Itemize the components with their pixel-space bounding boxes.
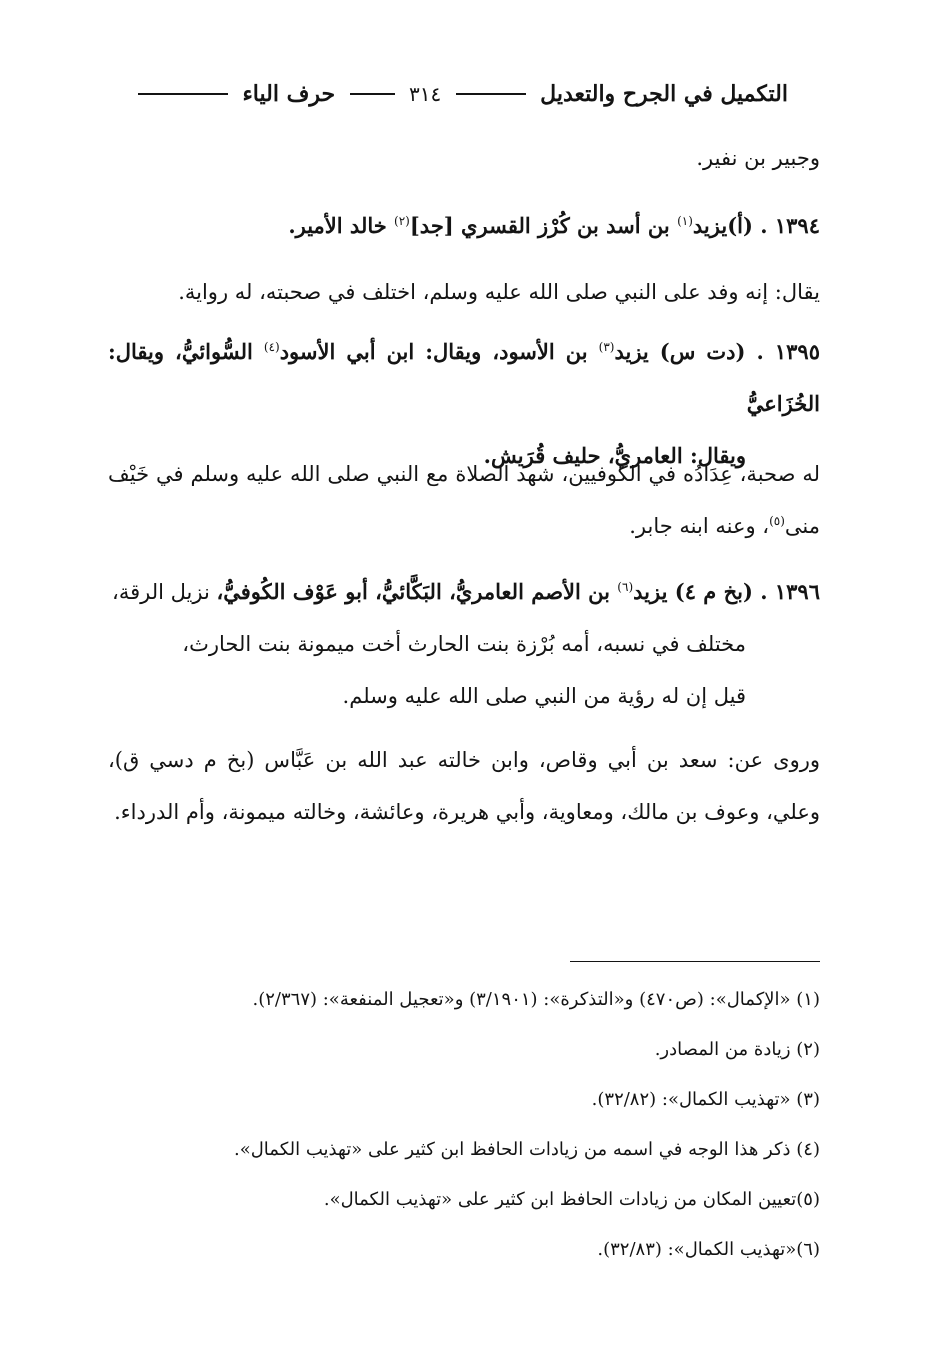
header-dash <box>456 93 526 95</box>
footnote-2: (٢) زيادة من المصادر. <box>654 1039 820 1060</box>
entry-number: ١٣٩٤ <box>774 213 820 238</box>
entry-lineage: بن أسد بن كُرْز القسري <box>453 213 678 238</box>
header-dash <box>350 93 395 95</box>
footnote-1: (١) «الإكمال»: (ص٤٧٠) و«التذكرة»: (٣/١٩٠١) و«تعجيل المنفعة»: (٢/٣٦٧). <box>252 989 820 1010</box>
entry-lineage-note: قيل إن له رؤية من النبي صلى الله عليه وسلم. <box>342 684 746 708</box>
entry-symbol: (بخ م ٤) <box>674 579 753 604</box>
entry-1394-heading: ١٣٩٤ . (أ)يزيد$^{(١)}$ بن أسد بن كُرْز القسري [جد]$^{(٢)}$ خالد الأمير. <box>288 213 820 238</box>
entry-lineage: بن الأسود، ويقال: ابن أبي الأسود <box>279 339 599 364</box>
footnote-marker: (٦) <box>617 580 634 594</box>
footnote-3: (٣) «تهذيب الكمال»: (٣٢/٨٢). <box>591 1089 820 1110</box>
entry-body-line: في خَيْف منى <box>108 462 820 538</box>
entry-body-line: له صحبة، عِدَادُه في الكوفيين، شهد الصلاة مع النبي صلى الله عليه وسلم <box>190 462 820 486</box>
entry-name: يزيد <box>614 339 660 364</box>
entry-lineage-note: مختلف في نسبه، أمه بُرْزة بنت الحارث أخت ميمونة بنت الحارث، <box>182 632 746 656</box>
entry-1396-body: وروى عن: سعد بن أبي وقاص، وابن خالته عبد الله بن عَبَّاس (بخ م دسي ق)، وعلي، وعوف بن مالك، ومعاوية، وأبي هريرة، وعائشة، وخالته ميمونة، وأم الدرداء. <box>108 748 820 824</box>
entry-1394-body: يقال: إنه وفد على النبي صلى الله عليه وسلم، اختلف في صحبته، له رواية. <box>178 280 820 304</box>
footnote-5: (٥)تعيين المكان من زيادات الحافظ ابن كثير على «تهذيب الكمال». <box>323 1189 820 1210</box>
entry-lineage: بن الأصم العامريُّ، البَكَّائيُّ، أبو عَوْف الكُوفيُّ، <box>216 579 618 604</box>
section-title: حرف الياء <box>242 81 336 107</box>
entry-number: ١٣٩٦ <box>774 579 820 604</box>
entry-nisba-cont: ويقال: العامريُّ، حليف قُرَيش. <box>483 443 746 468</box>
footnote-marker: (٢) <box>394 214 410 228</box>
entry-residence: نزيل الرقة، <box>112 580 217 604</box>
footnote-separator <box>570 961 820 962</box>
entry-body-line: ، وعنه ابنه جابر. <box>629 514 770 538</box>
entry-name: يزيد <box>633 579 675 604</box>
running-header <box>138 74 788 114</box>
footnote-6: (٦)«تهذيب الكمال»: (٣٢/٨٣). <box>597 1239 820 1260</box>
header-dash <box>138 93 228 95</box>
page-number: ٣١٤ <box>409 82 442 106</box>
entry-bracket: [جد] <box>409 213 454 238</box>
footnote-4: (٤) ذكر هذا الوجه في اسمه من زيادات الحافظ ابن كثير على «تهذيب الكمال». <box>233 1139 820 1160</box>
entry-symbol: (دت س) <box>659 339 746 364</box>
entry-name: يزيد <box>692 213 728 238</box>
footnote-marker: (١) <box>677 214 693 228</box>
book-title: التكميل في الجرح والتعديل <box>540 81 788 107</box>
entry-relation: خالد الأمير. <box>288 213 395 238</box>
entry-nisba: السُّوائيُّ، ويقال: الخُزَاعيُّ <box>108 339 820 416</box>
footnotes <box>108 975 820 1275</box>
entry-number: ١٣٩٥ <box>774 339 820 364</box>
footnote-marker: (٤) <box>263 340 280 354</box>
footnote-marker: (٥) <box>769 514 785 528</box>
footnote-marker: (٣) <box>598 340 615 354</box>
entry-1396-heading: ١٣٩٦ . (بخ م ٤) يزيد$^{(٦)}$ بن الأصم العامريُّ، البَكَّائيُّ، أبو عَوْف الكُوفيُّ، نزيل الرقة، مختلف في نسبه، أمه بُرْزة بنت الحارث أخت ميمونة بنت الحارث، قيل إن له رؤية من النبي صلى الله عليه وسلم. <box>108 566 820 722</box>
intro-line: وجبير بن نفير. <box>696 146 820 170</box>
entry-1395-body <box>108 448 820 552</box>
entry-1395-heading: ١٣٩٥ . (دت س) يزيد$^{(٣)}$ بن الأسود، ويقال: ابن أبي الأسود$^{(٤)}$ السُّوائيُّ، ويقال: الخُزَاعيُّ ويقال: العامريُّ، حليف قُرَيش. <box>108 326 820 482</box>
entry-symbol: (أ) <box>727 213 753 238</box>
